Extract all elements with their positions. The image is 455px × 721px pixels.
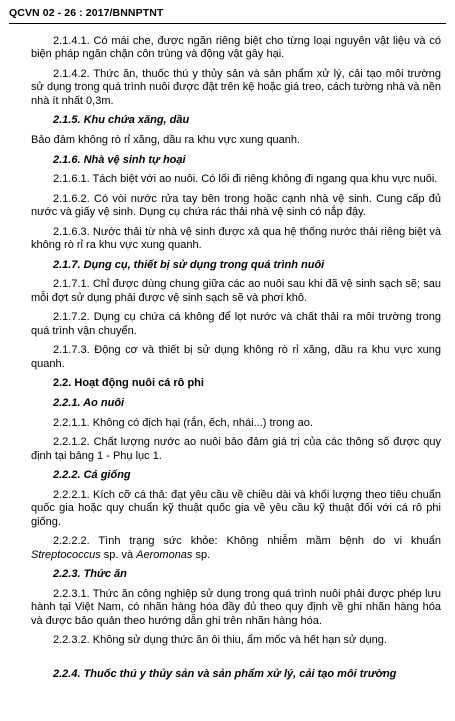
paragraph-2-2-1-1: 2.2.1.1. Không có địch hại (rắn, ếch, nhái...) trong ao. [53, 416, 313, 429]
heading-2-1-5: 2.1.5. Khu chứa xăng, dầu [53, 114, 190, 127]
section-spacer [31, 654, 441, 668]
heading-2-2-1: 2.2.1. Ao nuôi [53, 396, 125, 409]
page-header [9, 7, 446, 24]
paragraph-2-2-2-2 [31, 535, 441, 562]
paragraph-2-1-6-3: 2.1.6.3. Nước thải từ nhà vệ sinh được xả qua hệ thống nước thải riêng biệt và không rò rỉ ra khu vực xung quanh. [31, 225, 441, 252]
paragraph-2-1-5: Bảo đảm không rò rỉ xăng, dầu ra khu vực xung quanh. [31, 134, 301, 146]
heading-2-1-6: 2.1.6. Nhà vệ sinh tự hoại [53, 153, 186, 166]
standard-code: QCVN 02 - 26 : 2017/BNNPTNT [9, 7, 164, 19]
paragraph-2-2-1-2: 2.2.1.2. Chất lượng nước ao nuôi bảo đảm giá trị của các thông số được quy định tại bảng 1 - Phụ lục 1. [31, 436, 441, 462]
paragraph-2-2-3-2: 2.2.3.2. Không sử dụng thức ăn ôi thiu, ẩm mốc và hết hạn sử dụng. [53, 634, 387, 647]
paragraph-2-1-4-1: 2.1.4.1. Có mái che, được ngăn riêng biệt cho từng loại nguyên vật liệu và có biện pháp ngăn chặn côn trùng và động vật gây hại. [31, 35, 441, 61]
paragraph-2-2-2-2-connector: sp. và [100, 548, 137, 561]
heading-2-1-7: 2.1.7. Dụng cụ, thiết bị sử dụng trong quá trình nuôi [53, 258, 325, 271]
bacteria-name-aeromonas: Aeromonas [136, 548, 193, 561]
paragraph-2-2-3-1: 2.2.3.1. Thức ăn công nghiệp sử dụng trong quá trình nuôi phải được phép lưu hành tại Việt Nam, có nhãn hàng hóa đầy đủ theo quy định về ghi nhãn hàng hóa và được bảo quản theo hướng dẫn ghi trên nhãn hàng hóa. [31, 587, 441, 627]
paragraph-2-1-7-1: 2.1.7.1. Chỉ được dùng chung giữa các ao nuôi sau khi đã vệ sinh sạch sẽ; sau mỗi đợt sử dụng phải được vệ sinh sạch sẽ và phơi khô. [31, 278, 441, 304]
document-body [31, 35, 441, 687]
paragraph-2-1-7-3: 2.1.7.3. Động cơ và thiết bị sử dụng không rò rỉ xăng, dầu ra khu vực xung quanh. [31, 344, 441, 370]
paragraph-2-2-2-1: 2.2.2.1. Kích cỡ cá thả: đạt yêu cầu về chiều dài và khối lượng theo tiêu chuẩn quốc gia hoặc quy chuẩn kỹ thuật quốc gia về yêu cầu kỹ thuật đối với cá rô phi giống. [31, 488, 441, 528]
paragraph-2-2-2-2-text: 2.2.2.2. Tình trạng sức khỏe: Không nhiễm mầm bệnh do vi khuẩn [53, 535, 441, 548]
paragraph-2-1-6-2: 2.1.6.2. Có vòi nước rửa tay bên trong hoặc cạnh nhà vệ sinh. Cung cấp đủ nước và giấy vệ sinh. Dụng cụ chứa rác thải nhà vệ sinh có nắp đậy. [31, 192, 441, 219]
heading-2-2-3: 2.2.3. Thức ăn [53, 568, 127, 581]
paragraph-2-1-6-1: 2.1.6.1. Tách biệt với ao nuôi. Có lối đi riêng không đi ngang qua khu vực nuôi. [53, 173, 438, 186]
heading-2-2: 2.2. Hoạt động nuôi cá rô phi [53, 377, 204, 390]
bacteria-name-streptococcus: Streptococcus [31, 548, 101, 561]
heading-2-2-2: 2.2.2. Cá giống [53, 469, 131, 482]
paragraph-2-2-2-2-end: sp. [192, 548, 211, 561]
heading-2-2-4: 2.2.4. Thuốc thú y thủy sản và sản phẩm xử lý, cải tạo môi trường [53, 667, 397, 680]
paragraph-2-1-4-2: 2.1.4.2. Thức ăn, thuốc thú y thủy sản và sản phẩm xử lý, cải tạo môi trường sử dụng trong quá trình nuôi được đặt trên kệ hoặc giá treo, cách tường nhà và nền nhà ít nhất 0,3m. [31, 68, 441, 107]
paragraph-2-1-7-2: 2.1.7.2. Dụng cụ chứa cá không để lọt nước và chất thải ra môi trường trong quá trình vận chuyển. [31, 311, 441, 337]
